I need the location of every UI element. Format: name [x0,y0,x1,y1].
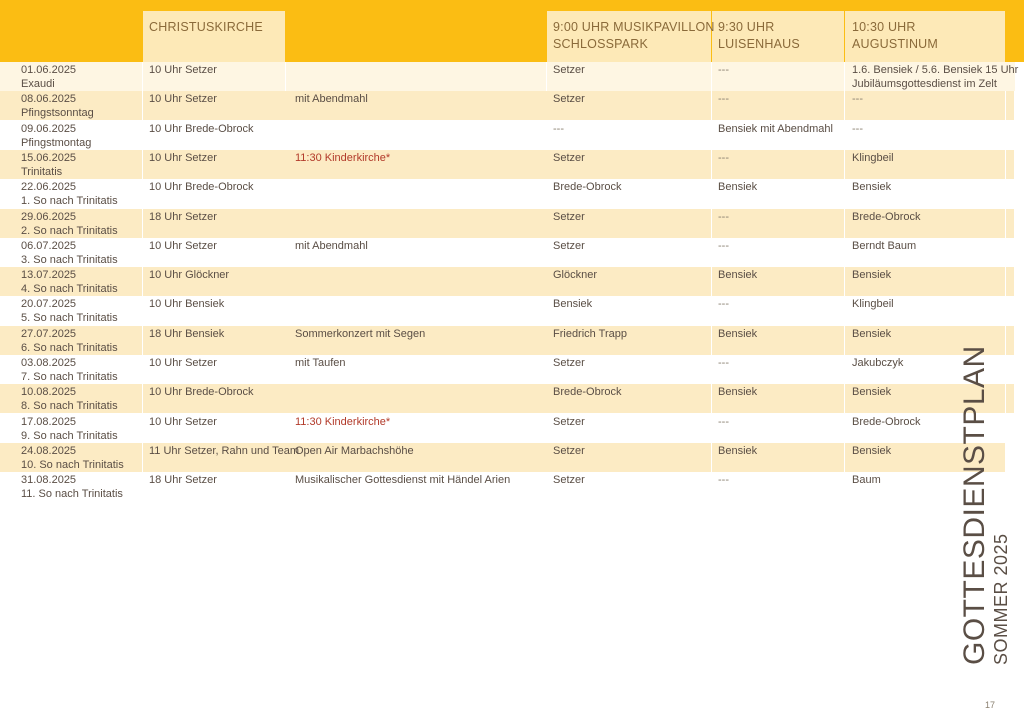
cell-sunday-name: 8. So nach Trinitatis [21,400,118,413]
row-shading [1006,150,1014,179]
cell-sunday-name: 10. So nach Trinitatis [21,458,124,471]
cell-sunday-name: 1. So nach Trinitatis [21,195,118,208]
cell-musikpavillon: Setzer [553,151,585,164]
cell-date: 03.08.2025 [21,357,77,369]
header-musikpavillon: 9:00 UHR MUSIKPAVILLON SCHLOSSPARK [553,20,715,51]
cell-luisenhaus: --- [718,64,729,76]
header-augustinum: 10:30 UHR AUGUSTINUM [852,20,939,51]
cell-musikpavillon: Brede-Obrock [553,181,622,194]
table-row [0,414,1024,443]
table-row [0,238,1024,267]
cell-musikpavillon: Friedrich Trapp [553,327,627,340]
cell-musikpavillon: --- [553,122,564,135]
cell-christuskirche: 10 Uhr Setzer [149,415,217,428]
cell-note: mit Abendmahl [295,93,368,106]
side-title [955,345,1015,665]
cell-luisenhaus: Bensiek [718,327,758,340]
row-shading [712,91,844,120]
row-shading [712,209,844,238]
cell-note: 11:30 Kinderkirche* [295,151,391,164]
row-shading [712,150,844,179]
cell-note: mit Taufen [295,357,346,369]
cell-sunday-name: Exaudi [21,78,55,90]
table-row [0,443,1024,472]
table-row [0,326,1024,355]
table-row [0,355,1024,384]
cell-christuskirche: 10 Uhr Glöckner [149,269,230,282]
cell-note: Musikalischer Gottesdienst mit Händel Arien [295,474,511,487]
cell-date: 01.06.2025 [21,64,77,76]
side-title-main: GOTTESDIENSTPLAN [958,345,991,665]
cell-luisenhaus: --- [718,239,729,252]
cell-date: 09.06.2025 [21,122,77,135]
cell-note: Open Air Marbachshöhe [295,444,414,457]
cell-sunday-name: 3. So nach Trinitatis [21,253,118,266]
cell-christuskirche: 10 Uhr Setzer [149,93,217,106]
cell-augustinum: 1.6. Bensiek / 5.6. Bensiek 15 Uhr [852,64,1019,76]
table-row [0,179,1024,208]
table-row [0,296,1024,325]
cell-augustinum: --- [852,93,863,106]
cell-sunday-name: 9. So nach Trinitatis [21,429,118,442]
cell-date: 08.06.2025 [21,93,77,106]
cell-musikpavillon: Setzer [553,474,585,487]
cell-augustinum: Bensiek [852,444,892,457]
cell-musikpavillon: Brede-Obrock [553,386,622,399]
row-shading [845,91,1005,120]
table-row [0,150,1024,179]
cell-christuskirche: 10 Uhr Brede-Obrock [149,122,254,135]
cell-augustinum: Berndt Baum [852,239,917,252]
cell-luisenhaus: Bensiek [718,386,758,399]
cell-musikpavillon: Setzer [553,415,585,428]
cell-luisenhaus: Bensiek mit Abendmahl [718,122,833,135]
row-shading [712,62,844,91]
table-row [0,121,1024,150]
table-row [0,91,1024,120]
cell-christuskirche: 18 Uhr Setzer [149,210,217,223]
cell-musikpavillon: Setzer [553,357,585,369]
cell-augustinum: Bensiek [852,181,892,194]
cell-christuskirche: 10 Uhr Setzer [149,357,217,369]
cell-luisenhaus: Bensiek [718,269,758,282]
page-number: 17 [985,700,996,710]
header-luisenhaus: 9:30 UHR LUISENHAUS [718,20,800,51]
cell-augustinum: Brede-Obrock [852,415,921,428]
cell-date: 10.08.2025 [21,386,77,399]
table-row [0,209,1024,238]
cell-musikpavillon: Bensiek [553,298,593,311]
row-shading [1006,326,1014,355]
cell-sunday-name: 11. So nach Trinitatis [21,488,123,501]
cell-augustinum: Klingbeil [852,151,894,164]
row-shading [1006,209,1014,238]
cell-christuskirche: 18 Uhr Setzer [149,474,217,487]
table-row [0,384,1024,413]
cell-luisenhaus: --- [718,93,729,106]
cell-date: 13.07.2025 [21,269,77,282]
cell-musikpavillon: Setzer [553,93,585,106]
cell-musikpavillon: Glöckner [553,269,598,282]
cell-augustinum: Brede-Obrock [852,210,921,223]
cell-augustinum: --- [852,122,863,135]
row-shading [286,62,546,91]
cell-luisenhaus: --- [718,357,729,369]
cell-sunday-name: 7. So nach Trinitatis [21,371,118,383]
cell-augustinum: Bensiek [852,269,892,282]
cell-date: 15.06.2025 [21,151,77,164]
cell-sunday-name: 6. So nach Trinitatis [21,341,118,354]
cell-date: 17.08.2025 [21,415,77,428]
cell-note: mit Abendmahl [295,239,368,252]
cell-christuskirche: 18 Uhr Bensiek [149,327,225,340]
cell-augustinum: Bensiek [852,386,892,399]
cell-christuskirche: 10 Uhr Setzer [149,64,217,76]
header-christuskirche: CHRISTUSKIRCHE [149,20,263,34]
table-row [0,267,1024,296]
cell-date: 29.06.2025 [21,210,77,223]
cell-luisenhaus: --- [718,474,729,487]
cell-sunday-name: Pfingstmontag [21,136,92,149]
cell-date: 20.07.2025 [21,298,77,311]
table-row [0,62,1024,91]
cell-note: Sommerkonzert mit Segen [295,327,426,340]
cell-date: 24.08.2025 [21,444,77,457]
cell-musikpavillon: Setzer [553,210,585,223]
cell-sunday-name: 4. So nach Trinitatis [21,283,118,296]
cell-christuskirche: 10 Uhr Brede-Obrock [149,181,254,194]
cell-sunday-name: 2. So nach Trinitatis [21,224,118,237]
cell-augustinum: Baum [852,474,881,487]
cell-christuskirche: 10 Uhr Brede-Obrock [149,386,254,399]
row-shading [1006,384,1014,413]
cell-sunday-name: Pfingstsonntag [21,107,94,120]
cell-augustinum: Bensiek [852,327,892,340]
row-shading [1006,91,1014,120]
cell-christuskirche: 11 Uhr Setzer, Rahn und Team [149,444,300,457]
cell-sunday-name: 5. So nach Trinitatis [21,312,118,325]
side-title-sub: SOMMER 2025 [991,533,1011,665]
cell-augustinum: Jakubczyk [852,357,904,369]
cell-musikpavillon: Setzer [553,444,585,457]
cell-sunday-name: Trinitatis [21,165,63,178]
cell-date: 06.07.2025 [21,239,77,252]
row-shading [1006,267,1014,296]
cell-christuskirche: 10 Uhr Setzer [149,239,217,252]
cell-note: 11:30 Kinderkirche* [295,415,391,428]
cell-date: 31.08.2025 [21,474,77,487]
cell-luisenhaus: --- [718,298,729,311]
cell-musikpavillon: Setzer [553,64,585,76]
cell-date: 22.06.2025 [21,181,77,194]
cell-luisenhaus: --- [718,151,729,164]
cell-luisenhaus: --- [718,210,729,223]
cell-luisenhaus: Bensiek [718,181,758,194]
cell-christuskirche: 10 Uhr Setzer [149,151,217,164]
table-row [0,472,1024,501]
cell-augustinum-line2: Jubiläumsgottesdienst im Zelt [852,78,997,90]
cell-luisenhaus: Bensiek [718,444,758,457]
cell-musikpavillon: Setzer [553,239,585,252]
cell-luisenhaus: --- [718,415,729,428]
cell-augustinum: Klingbeil [852,298,894,311]
cell-date: 27.07.2025 [21,327,77,340]
cell-christuskirche: 10 Uhr Bensiek [149,298,225,311]
